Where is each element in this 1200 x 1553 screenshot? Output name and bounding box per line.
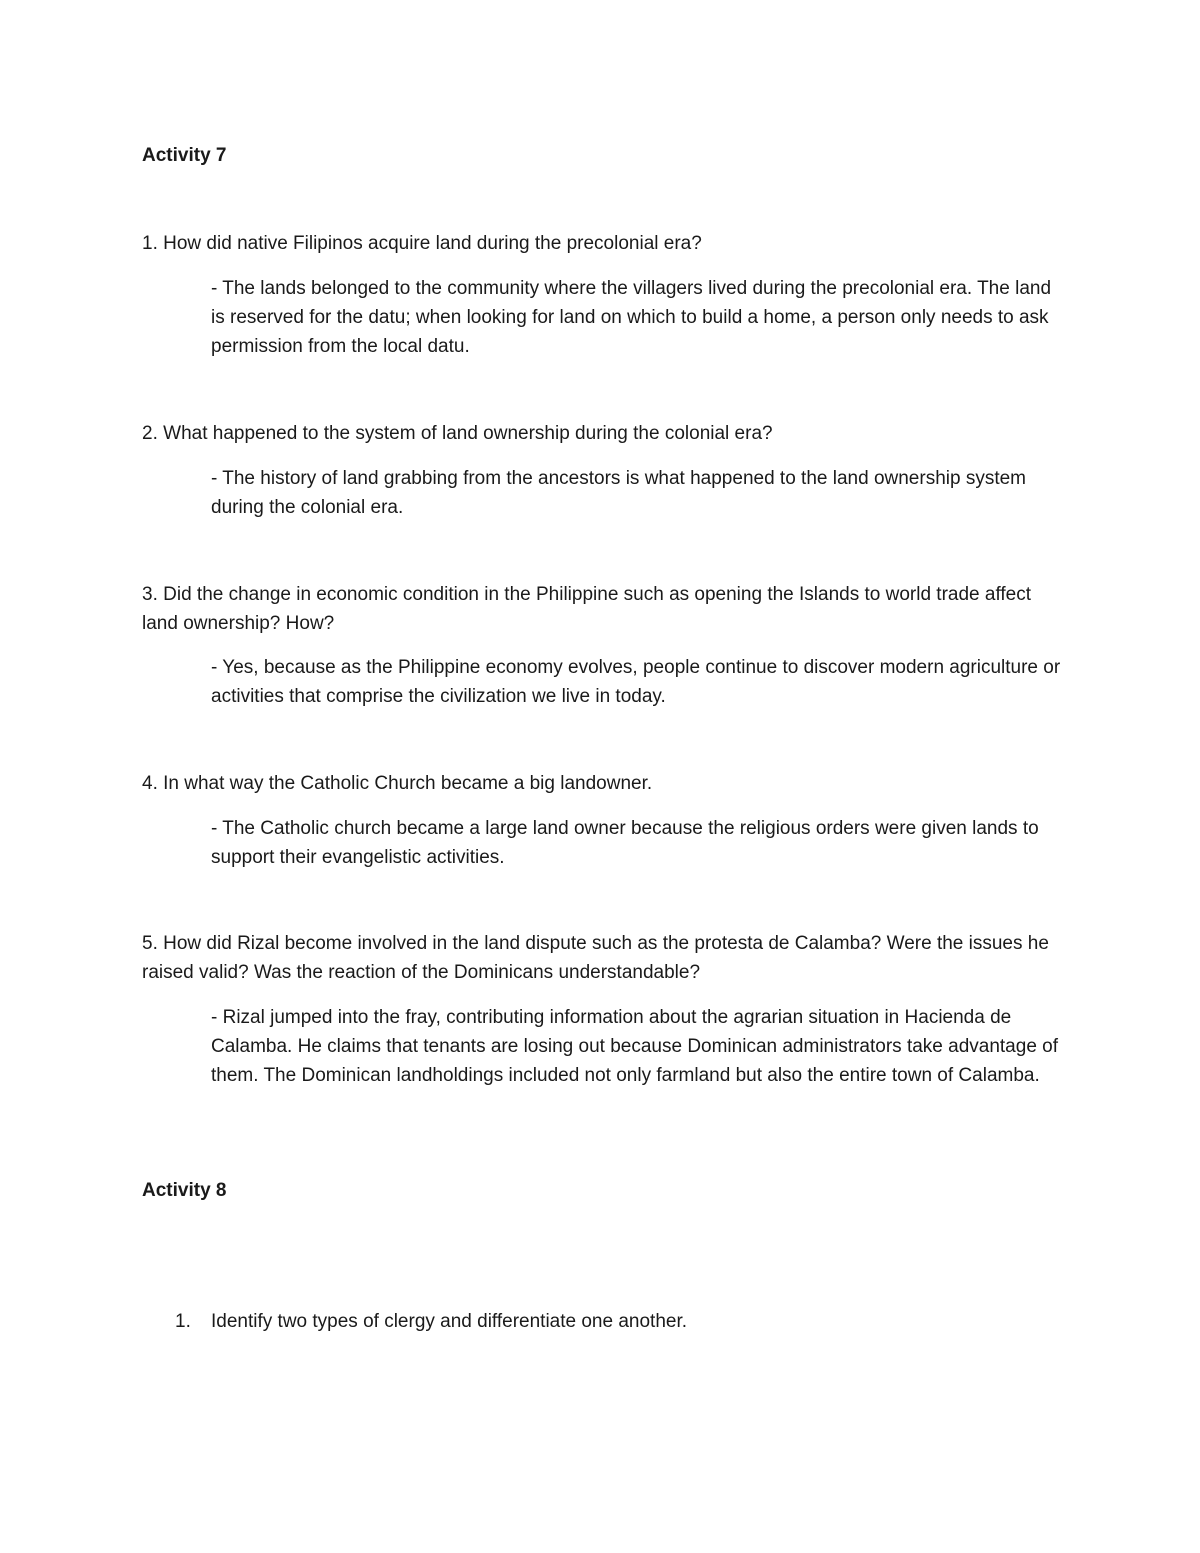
list-item-number: 1.: [175, 1311, 191, 1332]
question-number: 2.: [142, 423, 158, 444]
answer-3: - Yes, because as the Philippine economy evolves, people continue to discover modern agriculture or activities that comprise the civilization we live in today.: [211, 657, 1061, 707]
answer-4: - The Catholic church became a large land owner because the religious orders were given lands to support their evangelistic activities.: [211, 818, 1039, 868]
list-item-text: Identify two types of clergy and differentiate one another.: [211, 1311, 688, 1332]
question-1: [142, 229, 1052, 258]
question-number: 4.: [142, 773, 158, 794]
activity-7-heading: Activity 7: [142, 145, 227, 166]
question-2: [142, 419, 1052, 448]
question-text: In what way the Catholic Church became a big landowner.: [163, 773, 653, 794]
answer-2: - The history of land grabbing from the ancestors is what happened to the land ownership system during the colonial era.: [211, 468, 1026, 518]
question-text: Did the change in economic condition in the Philippine such as opening the Islands to world trade affect land ownership? How?: [142, 584, 1032, 634]
question-4: [142, 769, 1052, 798]
question-number: 1.: [142, 233, 158, 254]
answer-5: - Rizal jumped into the fray, contributing information about the agrarian situation in Hacienda de Calamba. He claims that tenants are losing out because Dominican administrators take advantage of them. The Dominican landholdings included not only farmland but also the entire town of Calamba.: [211, 1007, 1059, 1086]
activity-8-heading: Activity 8: [142, 1180, 227, 1201]
answer-1: - The lands belonged to the community where the villagers lived during the precolonial era. The land is reserved for the datu; when looking for land on which to build a home, a person only needs to ask permission from the local datu.: [211, 278, 1052, 357]
question-text: How did native Filipinos acquire land during the precolonial era?: [163, 233, 702, 254]
question-3: [142, 580, 1052, 638]
question-number: 3.: [142, 584, 158, 605]
question-5: [142, 929, 1052, 987]
list-item: [175, 1308, 687, 1336]
question-text: How did Rizal become involved in the land dispute such as the protesta de Calamba? Were the issues he raised valid? Was the reaction of the Dominicans understandable?: [142, 933, 1049, 983]
question-number: 5.: [142, 933, 158, 954]
question-text: What happened to the system of land ownership during the colonial era?: [163, 423, 773, 444]
